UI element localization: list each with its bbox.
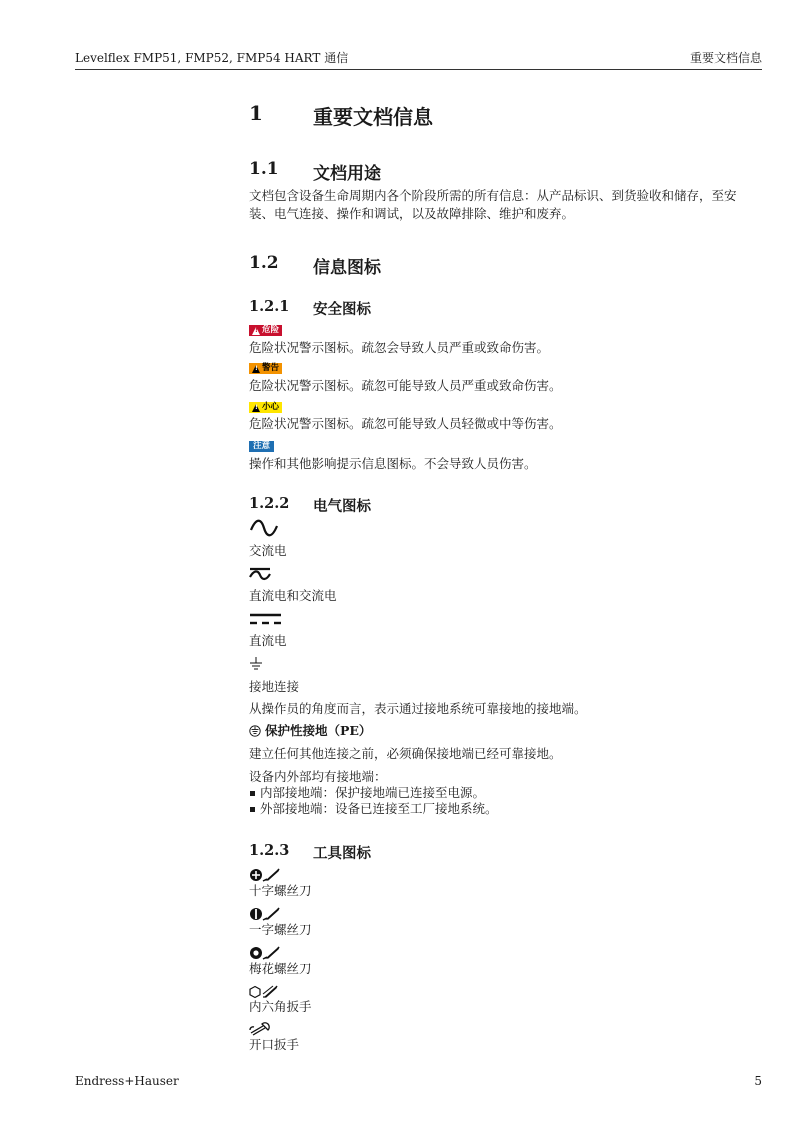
open-wrench-icon: [249, 1022, 271, 1036]
section-1-title: 重要文档信息: [313, 105, 433, 129]
danger-text: 危险状况警示图标。疏忽会导致人员严重或致命伤害。: [249, 340, 550, 355]
warning-triangle-icon: [252, 365, 260, 373]
phillips-screwdriver-icon: [249, 868, 281, 882]
flat-label: 一字螺丝刀: [249, 922, 312, 937]
section-1-2-number: 1.2: [249, 253, 279, 273]
notice-badge: 注意: [249, 441, 274, 452]
warning-triangle-icon: [252, 404, 260, 412]
ac-dc-icon: [249, 566, 273, 582]
phillips-label: 十字螺丝刀: [249, 883, 312, 898]
ground-title: 接地连接: [249, 679, 300, 694]
section-1-2-1-title: 安全图标: [313, 301, 371, 318]
terminals-intro: 设备内外部均有接地端：: [249, 769, 387, 784]
section-1-2-3-title: 工具图标: [313, 845, 371, 862]
acdc-label: 直流电和交流电: [249, 588, 337, 603]
open-wrench-label: 开口扳手: [249, 1037, 300, 1052]
dc-label: 直流电: [249, 633, 287, 648]
torx-screwdriver-icon: [249, 946, 281, 960]
section-1-2-3-number: 1.2.3: [249, 842, 290, 859]
allen-key-icon: [249, 985, 279, 999]
section-1-1-text: 文档包含设备生命周期内各个阶段所需的所有信息：从产品标识、到货验收和储存，至安装、电气连接、操作和调试，以及故障排除、维护和废弃。: [249, 188, 737, 221]
section-1-2-title: 信息图标: [313, 258, 381, 278]
page-header: [75, 49, 762, 70]
list-item: 内部接地端：保护接地端已连接至电源。: [249, 785, 498, 801]
header-right: 重要文档信息: [689, 51, 762, 65]
caution-text: 危险状况警示图标。疏忽可能导致人员轻微或中等伤害。: [249, 416, 562, 431]
flat-screwdriver-icon: [249, 907, 281, 921]
terminals-list: [249, 785, 498, 817]
caution-badge: ! 小心: [249, 402, 282, 413]
sine-wave-icon: [249, 519, 279, 537]
section-1-2-1-number: 1.2.1: [249, 298, 290, 315]
section-1-1-number: 1.1: [249, 159, 279, 179]
header-left: Levelflex FMP51, FMP52, FMP54 HART 通信: [75, 51, 349, 65]
ground-icon: [249, 657, 263, 671]
section-1-2-2-number: 1.2.2: [249, 495, 290, 512]
protective-earth-icon: [249, 725, 261, 737]
allen-label: 内六角扳手: [249, 999, 312, 1014]
notice-text: 操作和其他影响提示信息图标。不会导致人员伤害。: [249, 456, 537, 471]
page-number: 5: [754, 1074, 762, 1088]
dc-icon: [249, 612, 283, 626]
warning-text: 危险状况警示图标。疏忽可能导致人员严重或致命伤害。: [249, 378, 562, 393]
section-1-2-2-title: 电气图标: [313, 498, 371, 515]
warning-badge: ! 警告: [249, 363, 282, 374]
pe-title: 保护性接地（PE）: [265, 723, 372, 738]
ground-text: 从操作员的角度而言，表示通过接地系统可靠接地的接地端。: [249, 701, 587, 716]
torx-label: 梅花螺丝刀: [249, 961, 312, 976]
warning-triangle-icon: [252, 327, 260, 335]
list-item: 外部接地端：设备已连接至工厂接地系统。: [249, 801, 498, 817]
section-1-number: 1: [249, 101, 263, 125]
pe-text: 建立任何其他连接之前，必须确保接地端已经可靠接地。: [249, 746, 562, 761]
ac-label: 交流电: [249, 543, 287, 558]
section-1-1-title: 文档用途: [313, 164, 381, 184]
footer-brand: Endress+Hauser: [75, 1074, 179, 1088]
danger-badge: ! 危险: [249, 325, 282, 336]
